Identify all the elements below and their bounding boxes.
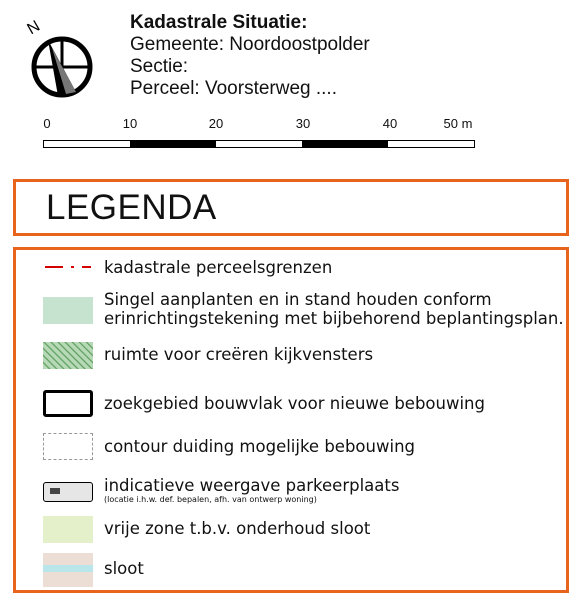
hatched-green-icon xyxy=(43,342,93,369)
light-green-fill-icon xyxy=(43,516,93,543)
green-fill-icon xyxy=(43,297,93,324)
scale-label: 40 xyxy=(382,116,398,131)
municipality-line: Gemeente: Noordoostpolder xyxy=(130,34,370,55)
legend-title: LEGENDA xyxy=(46,188,217,227)
scale-label: 10 xyxy=(122,116,138,131)
scale-label: 50 m xyxy=(443,116,473,131)
legend-title-box xyxy=(13,179,569,236)
scale-label: 20 xyxy=(208,116,224,131)
legend-label: kadastrale perceelsgrenzen xyxy=(104,258,333,277)
legend-label: contour duiding mogelijke bebouwing xyxy=(104,437,415,456)
water-strip xyxy=(43,565,93,572)
legend-list xyxy=(13,247,569,593)
legend-label: Singel aanplanten en in stand houden conform erinrichtingstekening met bijbehorend beplantingsplan. xyxy=(104,290,564,328)
legend-label: vrije zone t.b.v. onderhoud sloot xyxy=(104,519,371,538)
parking-icon xyxy=(43,482,93,502)
ditch-icon xyxy=(43,553,93,587)
map-header xyxy=(130,12,370,100)
legend-label xyxy=(104,476,399,505)
legend-label: sloot xyxy=(104,559,144,578)
scale-bar-segments xyxy=(43,140,475,148)
dash-dot-line-icon xyxy=(43,260,93,274)
car-icon xyxy=(49,486,63,496)
legend-label-main: indicatieve weergave parkeerplaats xyxy=(104,476,400,495)
section-line: Sectie: xyxy=(130,56,189,77)
scale-label: 0 xyxy=(43,116,51,131)
map-title: Kadastrale Situatie: xyxy=(130,12,308,33)
legend-label: ruimte voor creëren kijkvensters xyxy=(104,345,374,364)
legend-sublabel: (locatie i.h.w. def. bepalen, afh. van ontwerp woning) xyxy=(104,495,317,504)
parcel-line: Perceel: Voorsterweg .... xyxy=(130,78,337,99)
dashed-outline-icon xyxy=(43,433,93,460)
scale-label: 30 xyxy=(295,116,311,131)
bold-outline-icon xyxy=(43,390,93,417)
legend-label: zoekgebied bouwvlak voor nieuwe bebouwing xyxy=(104,394,485,413)
scale-bar xyxy=(38,116,488,156)
north-arrow xyxy=(22,12,102,102)
north-arrow-icon xyxy=(22,12,102,102)
north-letter: N xyxy=(24,17,43,39)
